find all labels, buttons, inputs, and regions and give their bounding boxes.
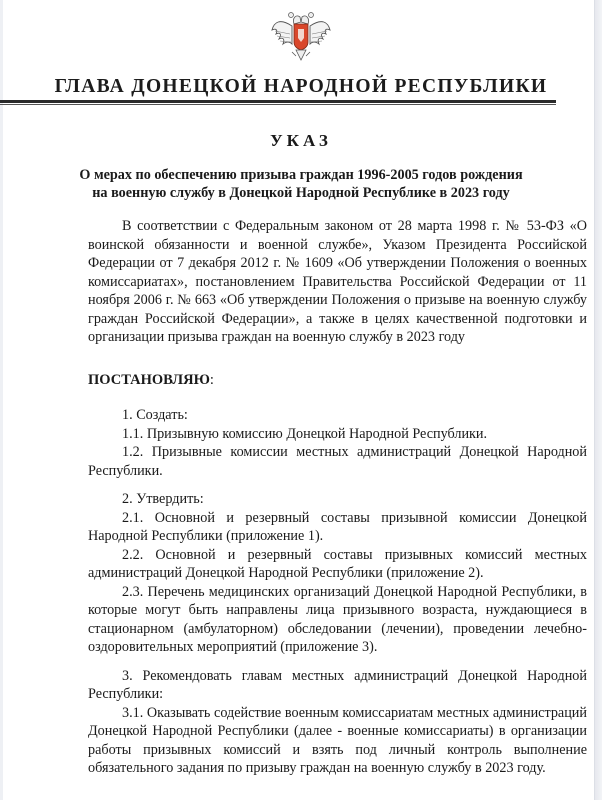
spacer bbox=[88, 480, 587, 490]
header-rule bbox=[0, 100, 556, 103]
decree-word: ПОСТАНОВЛЯЮ bbox=[88, 372, 210, 388]
preamble-text: В соответствии с Федеральным законом от 28 марта 1998 г. № 53-ФЗ «О воинской обязанности и военной службе», Указом Президента Российской Федерации от 7 декабря 2012 г. № 1609 «Об утверждении Положения о военных комиссариатах», постановлением Правительства Российской Федерации от 11 ноября 2006 г. № 663 «Об утверждении Положения о призыве на военную службу граждан Российской Федерации», а также в целях качественной подготовки и организации призыва граждан на военную службу в 2023 году bbox=[88, 218, 587, 345]
dpr-coat-of-arms-icon bbox=[270, 4, 332, 66]
page-edge-left bbox=[0, 0, 3, 800]
item-3: 3. Рекомендовать главам местных администраций Донецкой Народной Республики: bbox=[88, 667, 587, 702]
item-1: 1. Создать: bbox=[122, 407, 188, 423]
document-type: УКАЗ bbox=[270, 131, 332, 150]
preamble bbox=[88, 217, 587, 347]
item-2-1: 2.1. Основной и резервный составы призывной комиссии Донецкой Народной Республики (приложение 1). bbox=[88, 509, 587, 544]
decree-items bbox=[88, 406, 587, 778]
item-3-1: 3.1. Оказывать содействие военным комиссариатам местных администраций Донецкой Народной Республики (далее - военные комиссариаты) в организации работы призывных комиссий и взять под личный контроль выполнение обязательного задания по призыву граждан на военную службу в 2023 году. bbox=[88, 704, 587, 776]
spacer bbox=[88, 657, 587, 667]
item-2-3: 2.3. Перечень медицинских организаций Донецкой Народной Республики, в которые могут быть направлены лица призывного возраста, нуждающиеся в стационарном (амбулаторном) обследовании (лечении), проведении лечебно-оздоровительных мероприятий (приложение 3). bbox=[88, 583, 587, 655]
item-1-2: 1.2. Призывные комиссии местных администраций Донецкой Народной Республики. bbox=[88, 444, 587, 479]
item-2: 2. Утвердить: bbox=[122, 491, 204, 507]
subject-line-2: на военную службу в Донецкой Народной Республике в 2023 году bbox=[92, 185, 510, 201]
decree-heading bbox=[88, 372, 214, 389]
decree-colon: : bbox=[209, 372, 214, 388]
header-rule-thin bbox=[0, 104, 556, 105]
document-subject bbox=[0, 166, 602, 202]
item-1-1: 1.1. Призывную комиссию Донецкой Народной Республики. bbox=[122, 425, 488, 442]
item-2-2: 2.2. Основной и резервный составы призывных комиссий местных администраций Донецкой Народной Республики (приложение 2). bbox=[88, 546, 587, 581]
page-edge-right bbox=[594, 0, 602, 800]
issuer-title: ГЛАВА ДОНЕЦКОЙ НАРОДНОЙ РЕСПУБЛИКИ bbox=[54, 76, 548, 97]
subject-line-1: О мерах по обеспечению призыва граждан 1996-2005 годов рождения bbox=[79, 167, 523, 183]
